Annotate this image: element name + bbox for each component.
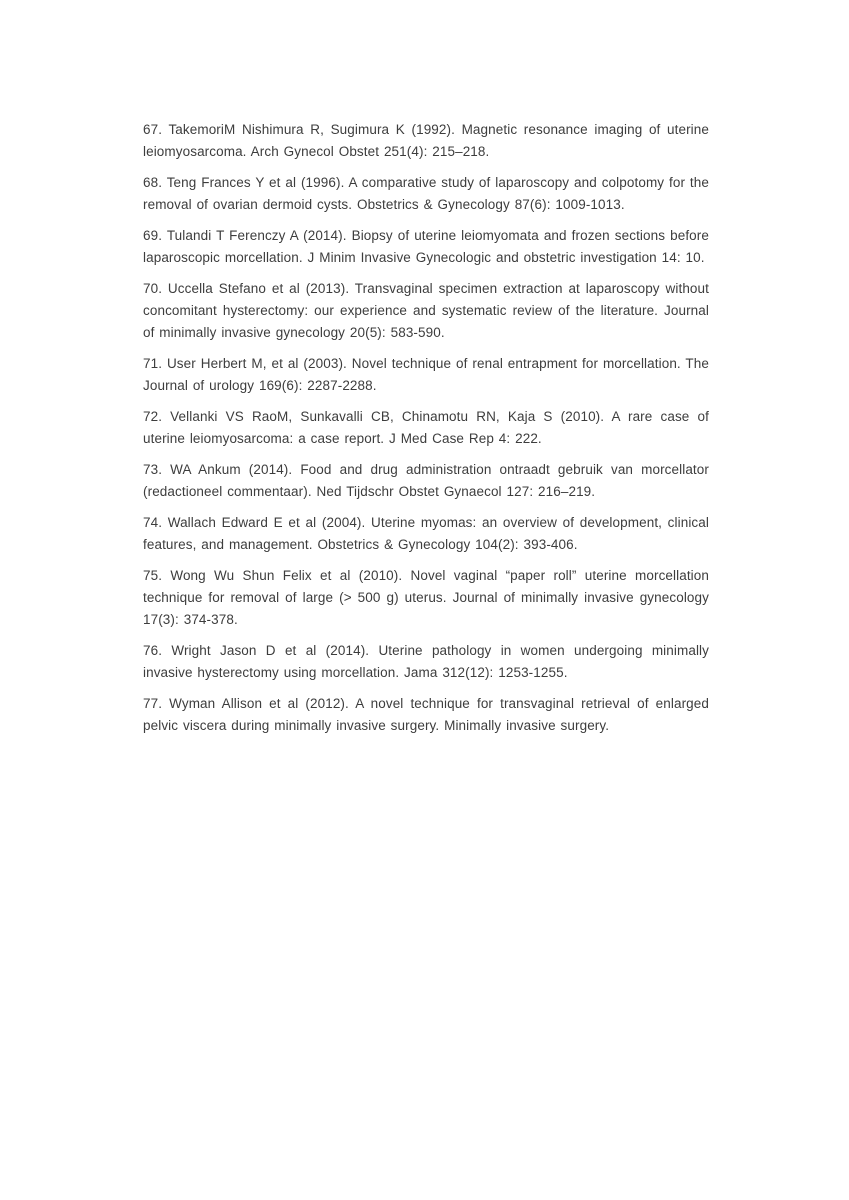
reference-item-77: 77. Wyman Allison et al (2012). A novel technique for transvaginal retrieval of enlarged pelvic viscera during minimally invasive surgery. Minimally invasive surgery. bbox=[143, 696, 709, 733]
reference-item-68: 68. Teng Frances Y et al (1996). A comparative study of laparoscopy and colpotomy for the removal of ovarian dermoid cysts. Obstetrics & Gynecology 87(6): 1009-1013. bbox=[143, 175, 709, 212]
reference-item-75: 75. Wong Wu Shun Felix et al (2010). Novel vaginal “paper roll” uterine morcellation technique for removal of large (> 500 g) uterus. Journal of minimally invasive gynecology 17(3): 374-378. bbox=[143, 568, 709, 627]
reference-item-73: 73. WA Ankum (2014). Food and drug administration ontraadt gebruik van morcellator (redactioneel commentaar). Ned Tijdschr Obstet Gynaecol 127: 216–219. bbox=[143, 462, 709, 499]
reference-item-70: 70. Uccella Stefano et al (2013). Transvaginal specimen extraction at laparoscopy without concomitant hysterectomy: our experience and systematic review of the literature. Journal of minimally invasive gynecology 20(5): 583-590. bbox=[143, 281, 709, 340]
reference-item-76: 76. Wright Jason D et al (2014). Uterine pathology in women undergoing minimally invasive hysterectomy using morcellation. Jama 312(12): 1253-1255. bbox=[143, 643, 709, 680]
references-list bbox=[143, 119, 709, 737]
reference-item-72: 72. Vellanki VS RaoM, Sunkavalli CB, Chinamotu RN, Kaja S (2010). A rare case of uterine leiomyosarcoma: a case report. J Med Case Rep 4: 222. bbox=[143, 409, 709, 446]
reference-item-71: 71. User Herbert M, et al (2003). Novel technique of renal entrapment for morcellation. The Journal of urology 169(6): 2287-2288. bbox=[143, 356, 709, 393]
reference-item-69: 69. Tulandi T Ferenczy A (2014). Biopsy of uterine leiomyomata and frozen sections before laparoscopic morcellation. J Minim Invasive Gynecologic and obstetric investigation 14: 10. bbox=[143, 228, 709, 265]
reference-item-74: 74. Wallach Edward E et al (2004). Uterine myomas: an overview of development, clinical features, and management. Obstetrics & Gynecology 104(2): 393-406. bbox=[143, 515, 709, 552]
reference-item-67: 67. TakemoriM Nishimura R, Sugimura K (1992). Magnetic resonance imaging of uterine leiomyosarcoma. Arch Gynecol Obstet 251(4): 215–218. bbox=[143, 122, 709, 159]
